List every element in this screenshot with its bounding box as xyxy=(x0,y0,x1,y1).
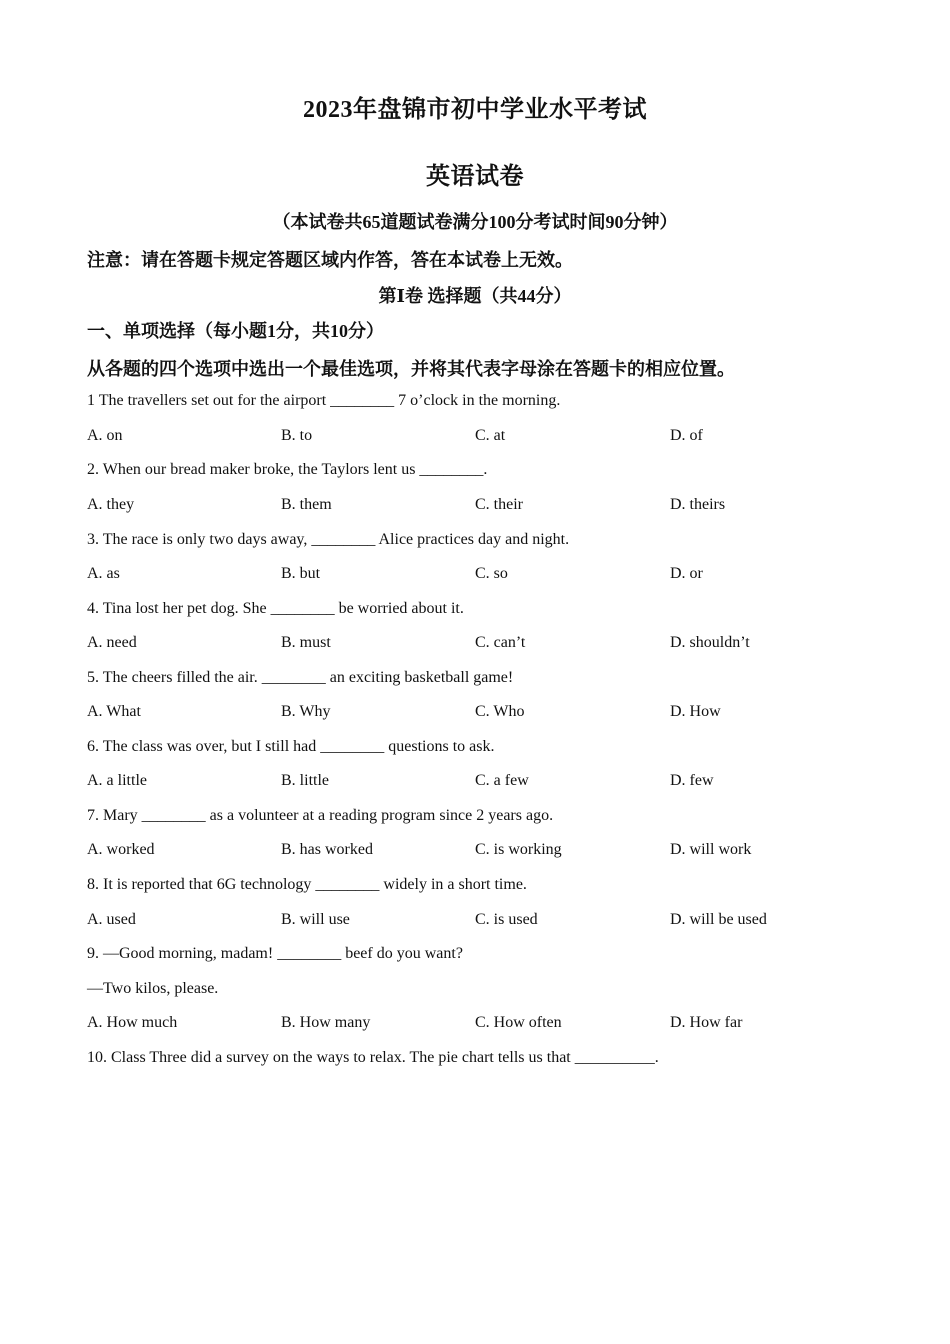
q7-option-a: A. worked xyxy=(87,841,155,858)
q5-option-c: C. Who xyxy=(475,703,525,720)
q2-option-a: A. they xyxy=(87,496,135,513)
q4-option-c: C. can’t xyxy=(475,634,526,651)
q5-option-d: D. How xyxy=(670,703,721,720)
exam-info: （本试卷共65道题试卷满分100分考试时间90分钟） xyxy=(272,212,678,232)
question-3: 3. The race is only two days away, ________ Alice practices day and night. xyxy=(87,531,570,548)
q2-option-d: D. theirs xyxy=(670,496,726,513)
q9-option-a: A. How much xyxy=(87,1014,178,1031)
part-title: 一、单项选择（每小题1分，共10分） xyxy=(87,321,384,341)
q6-option-d: D. few xyxy=(670,772,714,789)
q4-option-b: B. must xyxy=(281,634,331,651)
exam-subject: 英语试卷 xyxy=(426,164,524,190)
q5-option-b: B. Why xyxy=(281,703,331,720)
q6-option-c: C. a few xyxy=(475,772,529,789)
q7-option-d: D. will work xyxy=(670,841,752,858)
q8-option-c: C. is used xyxy=(475,911,538,928)
question-2: 2. When our bread maker broke, the Taylors lent us ________. xyxy=(87,461,488,478)
exam-title: 2023年盘锦市初中学业水平考试 xyxy=(303,97,647,123)
q9-option-b: B. How many xyxy=(281,1014,371,1031)
question-9-reply: —Two kilos, please. xyxy=(87,980,219,997)
q3-option-b: B. but xyxy=(281,565,321,582)
question-6: 6. The class was over, but I still had ________ questions to ask. xyxy=(87,738,495,755)
question-5: 5. The cheers filled the air. ________ an exciting basketball game! xyxy=(87,669,514,686)
q2-option-b: B. them xyxy=(281,496,332,513)
q3-option-c: C. so xyxy=(475,565,508,582)
q8-option-b: B. will use xyxy=(281,911,350,928)
q4-option-d: D. shouldn’t xyxy=(670,634,750,651)
question-10: 10. Class Three did a survey on the ways to relax. The pie chart tells us that __________. xyxy=(87,1049,659,1066)
q7-option-b: B. has worked xyxy=(281,841,373,858)
q9-option-c: C. How often xyxy=(475,1014,562,1031)
exam-notice: 注意：请在答题卡规定答题区域内作答，答在本试卷上无效。 xyxy=(87,250,573,270)
q1-option-c: C. at xyxy=(475,427,506,444)
section-title: 第Ⅰ卷 选择题（共44分） xyxy=(378,286,572,306)
q6-option-b: B. little xyxy=(281,772,329,789)
question-1: 1 The travellers set out for the airport ________ 7 o’clock in the morning. xyxy=(87,392,561,409)
q7-option-c: C. is working xyxy=(475,841,562,858)
q5-option-a: A. What xyxy=(87,703,141,720)
question-7: 7. Mary ________ as a volunteer at a reading program since 2 years ago. xyxy=(87,807,554,824)
q1-option-a: A. on xyxy=(87,427,123,444)
q1-option-d: D. of xyxy=(670,427,703,444)
q1-option-b: B. to xyxy=(281,427,313,444)
q9-option-d: D. How far xyxy=(670,1014,743,1031)
question-9: 9. —Good morning, madam! ________ beef do you want? xyxy=(87,945,463,962)
q2-option-c: C. their xyxy=(475,496,523,513)
q8-option-a: A. used xyxy=(87,911,136,928)
q3-option-a: A. as xyxy=(87,565,120,582)
q8-option-d: D. will be used xyxy=(670,911,767,928)
q6-option-a: A. a little xyxy=(87,772,147,789)
question-4: 4. Tina lost her pet dog. She ________ be worried about it. xyxy=(87,600,464,617)
q4-option-a: A. need xyxy=(87,634,137,651)
question-8: 8. It is reported that 6G technology ________ widely in a short time. xyxy=(87,876,527,893)
q3-option-d: D. or xyxy=(670,565,703,582)
part-instruction: 从各题的四个选项中选出一个最佳选项，并将其代表字母涂在答题卡的相应位置。 xyxy=(87,359,735,379)
